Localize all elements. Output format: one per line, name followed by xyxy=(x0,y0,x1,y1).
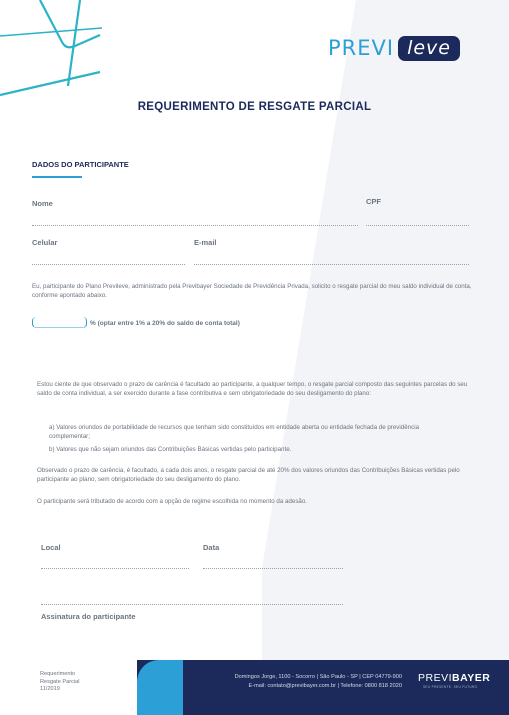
signature-label: Assinatura do participante xyxy=(41,612,136,621)
footer-doc-line-3: 11/2019 xyxy=(40,686,60,692)
signature-field[interactable] xyxy=(41,604,343,605)
phone-field[interactable] xyxy=(32,264,185,265)
footer-doc-line-1: Requerimento xyxy=(40,671,76,677)
footer-doc-line-2: Resgate Parcial xyxy=(40,678,80,685)
local-field[interactable] xyxy=(41,568,189,569)
percent-label: % (optar entre 1% a 20% do saldo de conta total) xyxy=(90,320,240,327)
terms-paragraph-2: Observado o prazo de carência, é facultado, a cada dois anos, o resgate parcial de até 20% dos valores oriundos das Contribuições Básicas vertidas pelo participante ao plano, sem obrigatoriedade do seu desligamento do plano. xyxy=(37,467,460,484)
participant-section-title: DADOS DO PARTICIPANTE xyxy=(32,160,129,169)
email-field[interactable] xyxy=(194,264,469,265)
footer-address: Domingos Jorge, 1100 - Socorro | São Paulo - SP | CEP 04779-900 xyxy=(234,674,402,680)
footer-document-info xyxy=(40,671,80,694)
previleve-logo xyxy=(328,35,460,61)
email-label: E-mail xyxy=(194,238,217,247)
name-label: Nome xyxy=(32,199,53,208)
footer-logo-light: PREVI xyxy=(418,672,453,684)
footer-logo-bold: BAYER xyxy=(452,672,491,684)
local-label: Local xyxy=(41,543,61,552)
section-underline xyxy=(32,176,82,178)
previbayer-logo xyxy=(418,672,490,684)
phone-label: Celular xyxy=(32,238,58,247)
request-intro-text: Eu, participante do Plano Previleve, administrado pela Previbayer Sociedade de Previdência Privada, solicito o resgate parcial do meu saldo individual de conta, conforme apontado abaixo. xyxy=(32,283,472,300)
name-field[interactable] xyxy=(32,225,358,226)
background-shape xyxy=(262,0,509,660)
logo-leve-text: leve xyxy=(398,36,460,61)
terms-paragraph-3: O participante será tributado de acordo com a opção de regime escolhida no momento da adesão. xyxy=(37,498,308,505)
footer-address-block xyxy=(235,673,402,691)
decorative-lines-graphic xyxy=(0,0,110,100)
date-field[interactable] xyxy=(203,568,343,569)
terms-item-b: b) Valores que não sejam oriundos das Contribuições Básicas vertidas pelo participante. xyxy=(49,446,292,453)
percent-input[interactable] xyxy=(32,317,87,328)
logo-previ-text: PREVI xyxy=(328,36,395,60)
date-label: Data xyxy=(203,543,220,552)
footer-accent-shape xyxy=(137,660,183,715)
cpf-label: CPF xyxy=(366,197,381,206)
cpf-field[interactable] xyxy=(366,225,469,226)
terms-item-a: a) Valores oriundos de portabilidade de recursos que tenham sido constituídos em entidade aberta ou entidade fechada de previdência complementar; xyxy=(49,424,420,441)
document-title: REQUERIMENTO DE RESGATE PARCIAL xyxy=(137,101,372,113)
terms-paragraph-1: Estou ciente de que observado o prazo de carência é facultado ao participante, a qualquer tempo, o resgate parcial composto das seguintes parcelas do seu saldo de conta individual, a ser exercido durante a fase contributiva e sem obrigatoriedade do seu desligamento do plano: xyxy=(37,381,468,398)
footer-contact: E-mail: contato@previbayer.com.br | Telefone: 0800 818 2020 xyxy=(248,683,402,689)
footer-logo-tagline: SEU PRESENTE, SEU FUTURO xyxy=(423,685,478,689)
